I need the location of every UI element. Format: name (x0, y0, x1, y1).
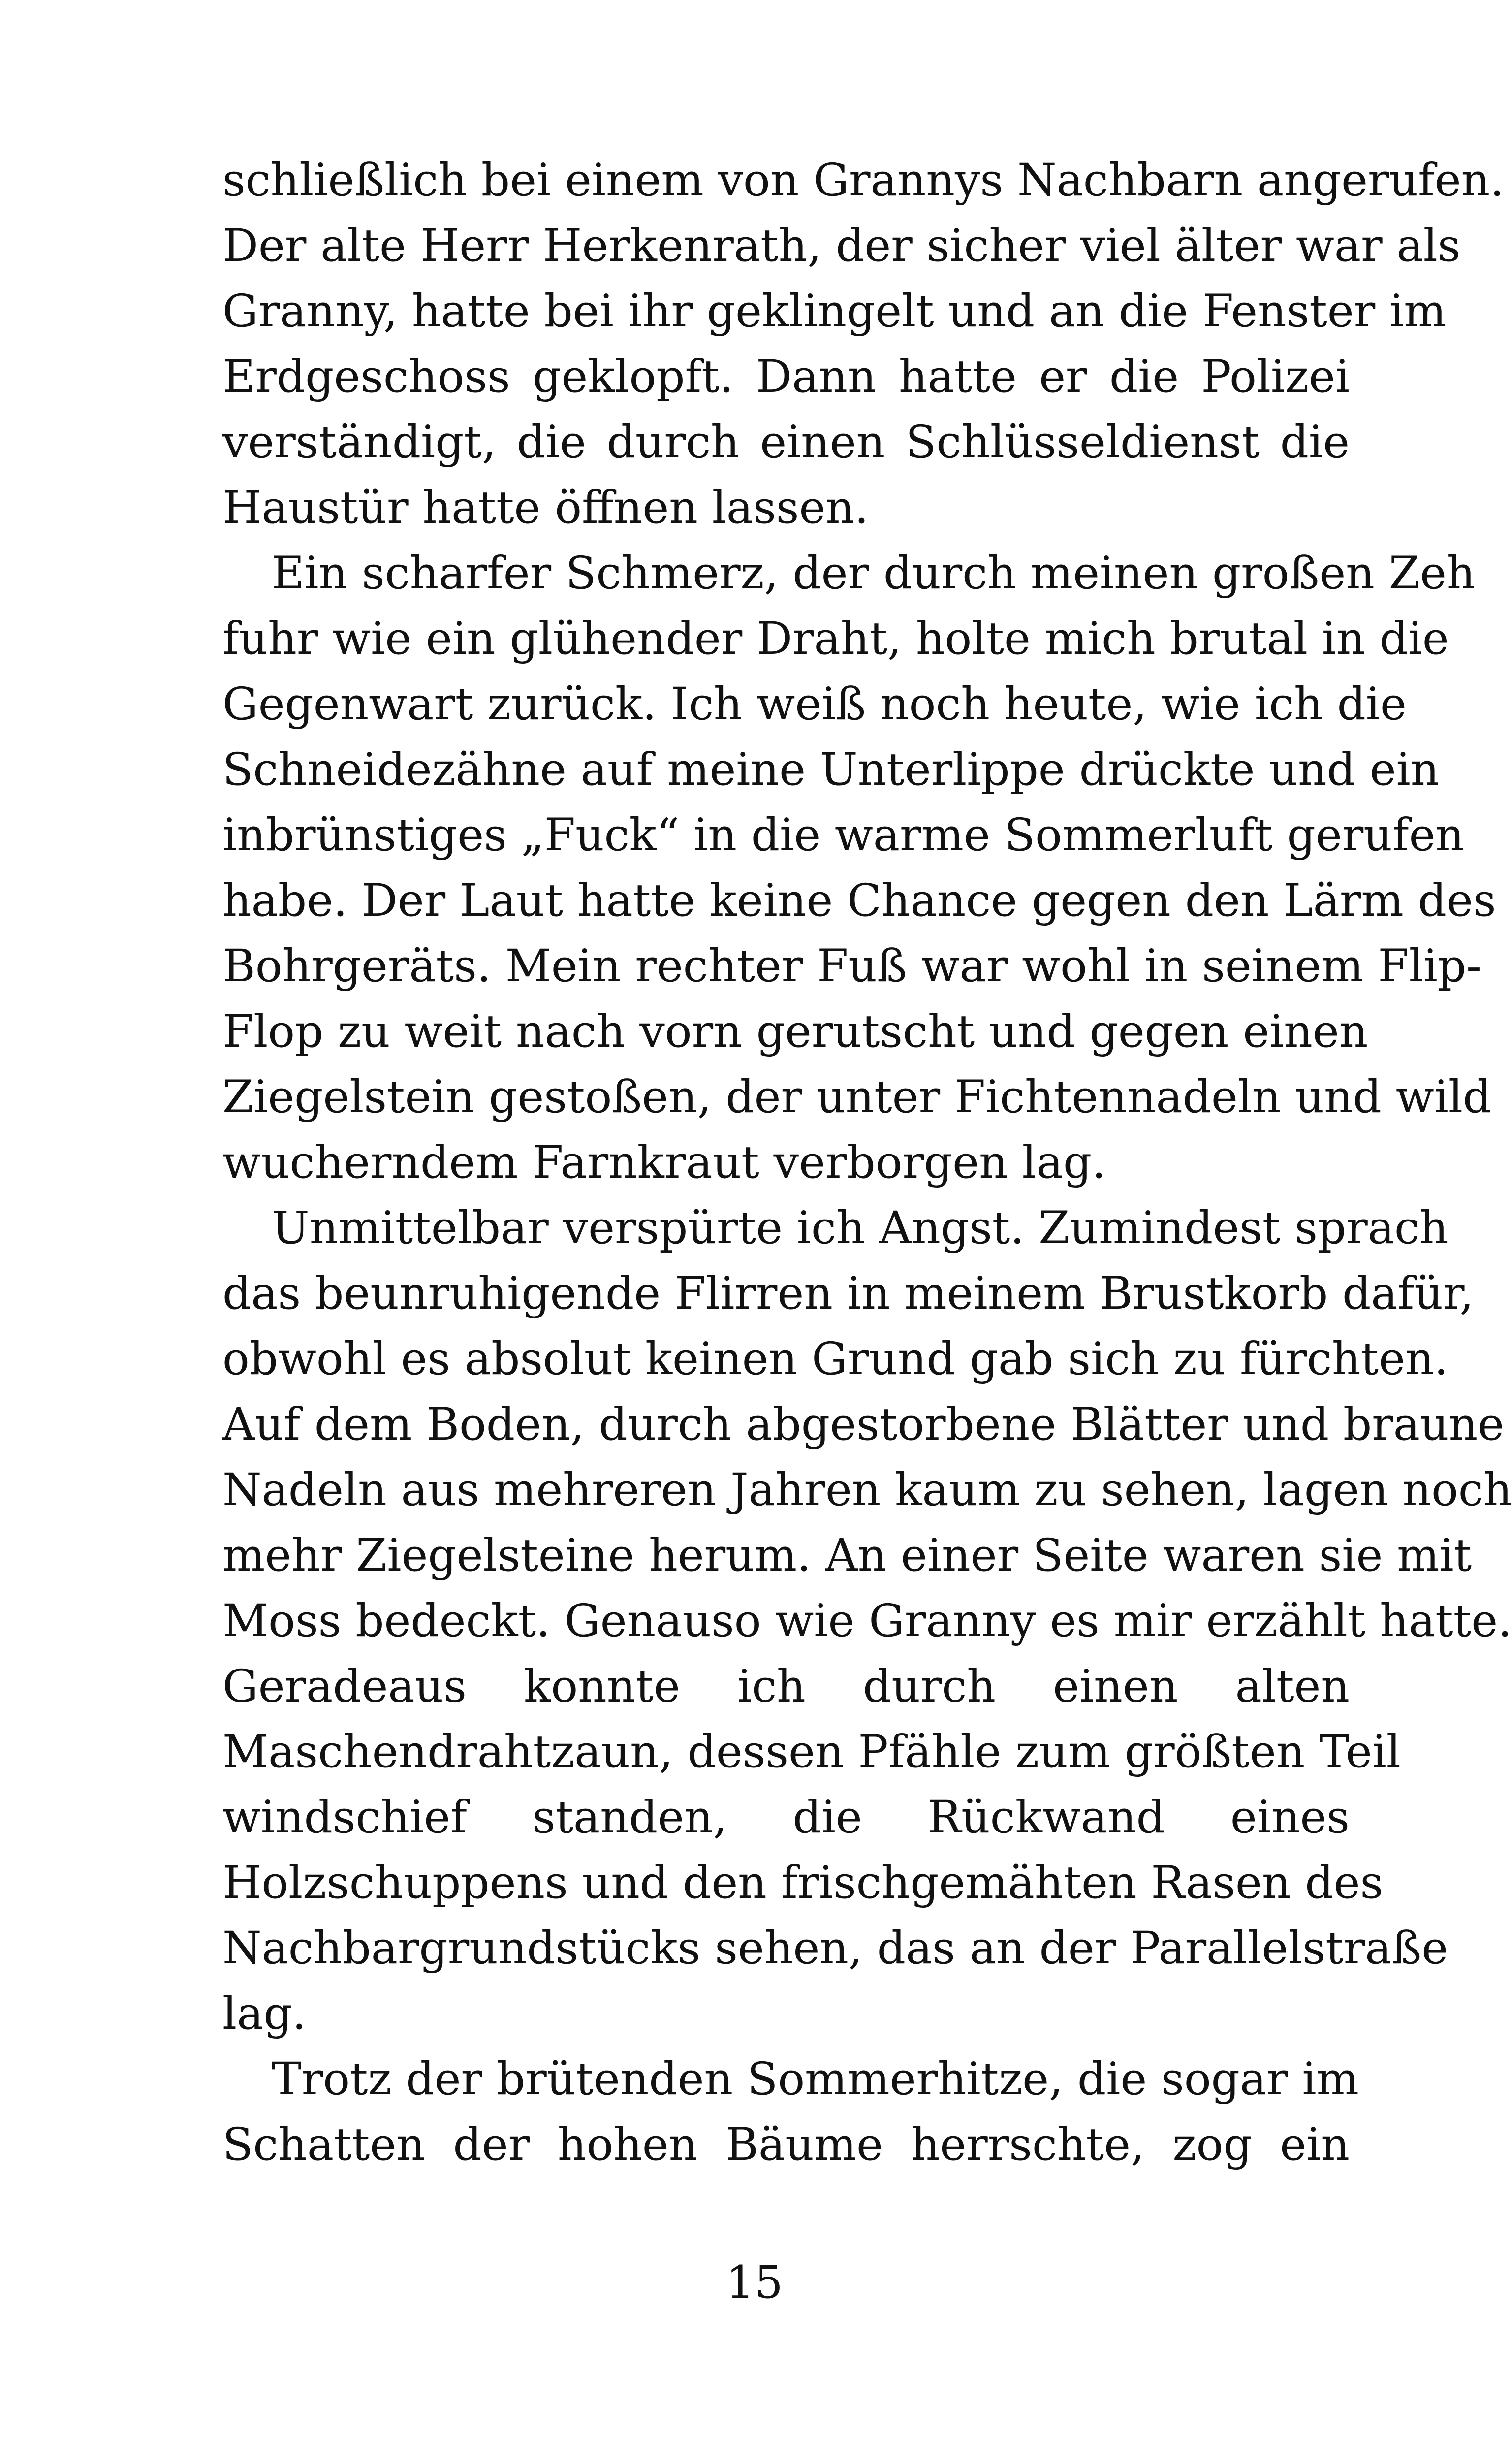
text-line: Holzschuppens und den frischgemähten Rasen des (222, 1857, 1384, 1909)
text-line: Haustür hatte öffnen lassen. (222, 482, 869, 534)
page-number: 15 (726, 2257, 783, 2309)
text-line: Maschendrahtzaun, dessen Pfähle zum größten Teil (222, 1726, 1401, 1778)
text-line: Ein scharfer Schmerz, der durch meinen großen Zeh (272, 547, 1476, 599)
text-line: Moss bedeckt. Genauso wie Granny es mir erzählt hatte. (222, 1595, 1512, 1647)
text-line: lag. (222, 1988, 307, 2040)
text-line: fuhr wie ein glühender Draht, holte mich brutal in die (222, 613, 1449, 665)
text-line: Erdgeschoss geklopft. Dann hatte er die Polizei (222, 351, 1350, 403)
text-line: Bohrgeräts. Mein rechter Fuß war wohl in seinem Flip- (222, 940, 1481, 992)
text-line: schließlich bei einem von Grannys Nachbarn angerufen. (222, 155, 1505, 206)
text-line: obwohl es absolut keinen Grund gab sich zu fürchten. (222, 1333, 1449, 1385)
text-line: inbrünstiges „Fuck“ in die warme Sommerluft gerufen (222, 809, 1465, 861)
text-line: Trotz der brütenden Sommerhitze, die sogar im (272, 2054, 1359, 2105)
text-line: mehr Ziegelsteine herum. An einer Seite waren sie mit (222, 1530, 1472, 1581)
text-line: Geradeaus konnte ich durch einen alten (222, 1661, 1350, 1712)
text-line: Flop zu weit nach vorn gerutscht und gegen einen (222, 1006, 1368, 1058)
text-line: habe. Der Laut hatte keine Chance gegen den Lärm des (222, 875, 1496, 927)
text-line: Schneidezähne auf meine Unterlippe drückte und ein (222, 744, 1440, 796)
text-line: Ziegelstein gestoßen, der unter Fichtennadeln und wild (222, 1071, 1492, 1123)
text-line: Granny, hatte bei ihr geklingelt und an die Fenster im (222, 286, 1447, 337)
text-line: Nadeln aus mehreren Jahren kaum zu sehen, lagen noch (222, 1464, 1512, 1516)
text-line: wucherndem Farnkraut verborgen lag. (222, 1137, 1106, 1188)
text-line: Schatten der hohen Bäume herrschte, zog ein (222, 2119, 1350, 2171)
text-line: Auf dem Boden, durch abgestorbene Blätter und braune (222, 1399, 1505, 1450)
paragraph (222, 541, 1496, 1195)
text-line: Gegenwart zurück. Ich weiß noch heute, wie ich die (222, 678, 1407, 730)
body-text (222, 148, 1512, 2178)
text-line: Nachbargrundstücks sehen, das an der Parallelstraße (222, 1923, 1449, 1974)
text-line: windschief standen, die Rückwand eines (222, 1792, 1350, 1843)
paragraph (222, 1195, 1512, 2047)
text-line: das beunruhigende Flirren in meinem Brustkorb dafür, (222, 1268, 1474, 1319)
paragraph (222, 2047, 1359, 2178)
text-line: Der alte Herr Herkenrath, der sicher viel älter war als (222, 220, 1461, 272)
paragraph (222, 148, 1505, 541)
text-line: Unmittelbar verspürte ich Angst. Zumindest sprach (272, 1202, 1449, 1254)
text-line: verständigt, die durch einen Schlüsseldienst die (222, 417, 1350, 468)
